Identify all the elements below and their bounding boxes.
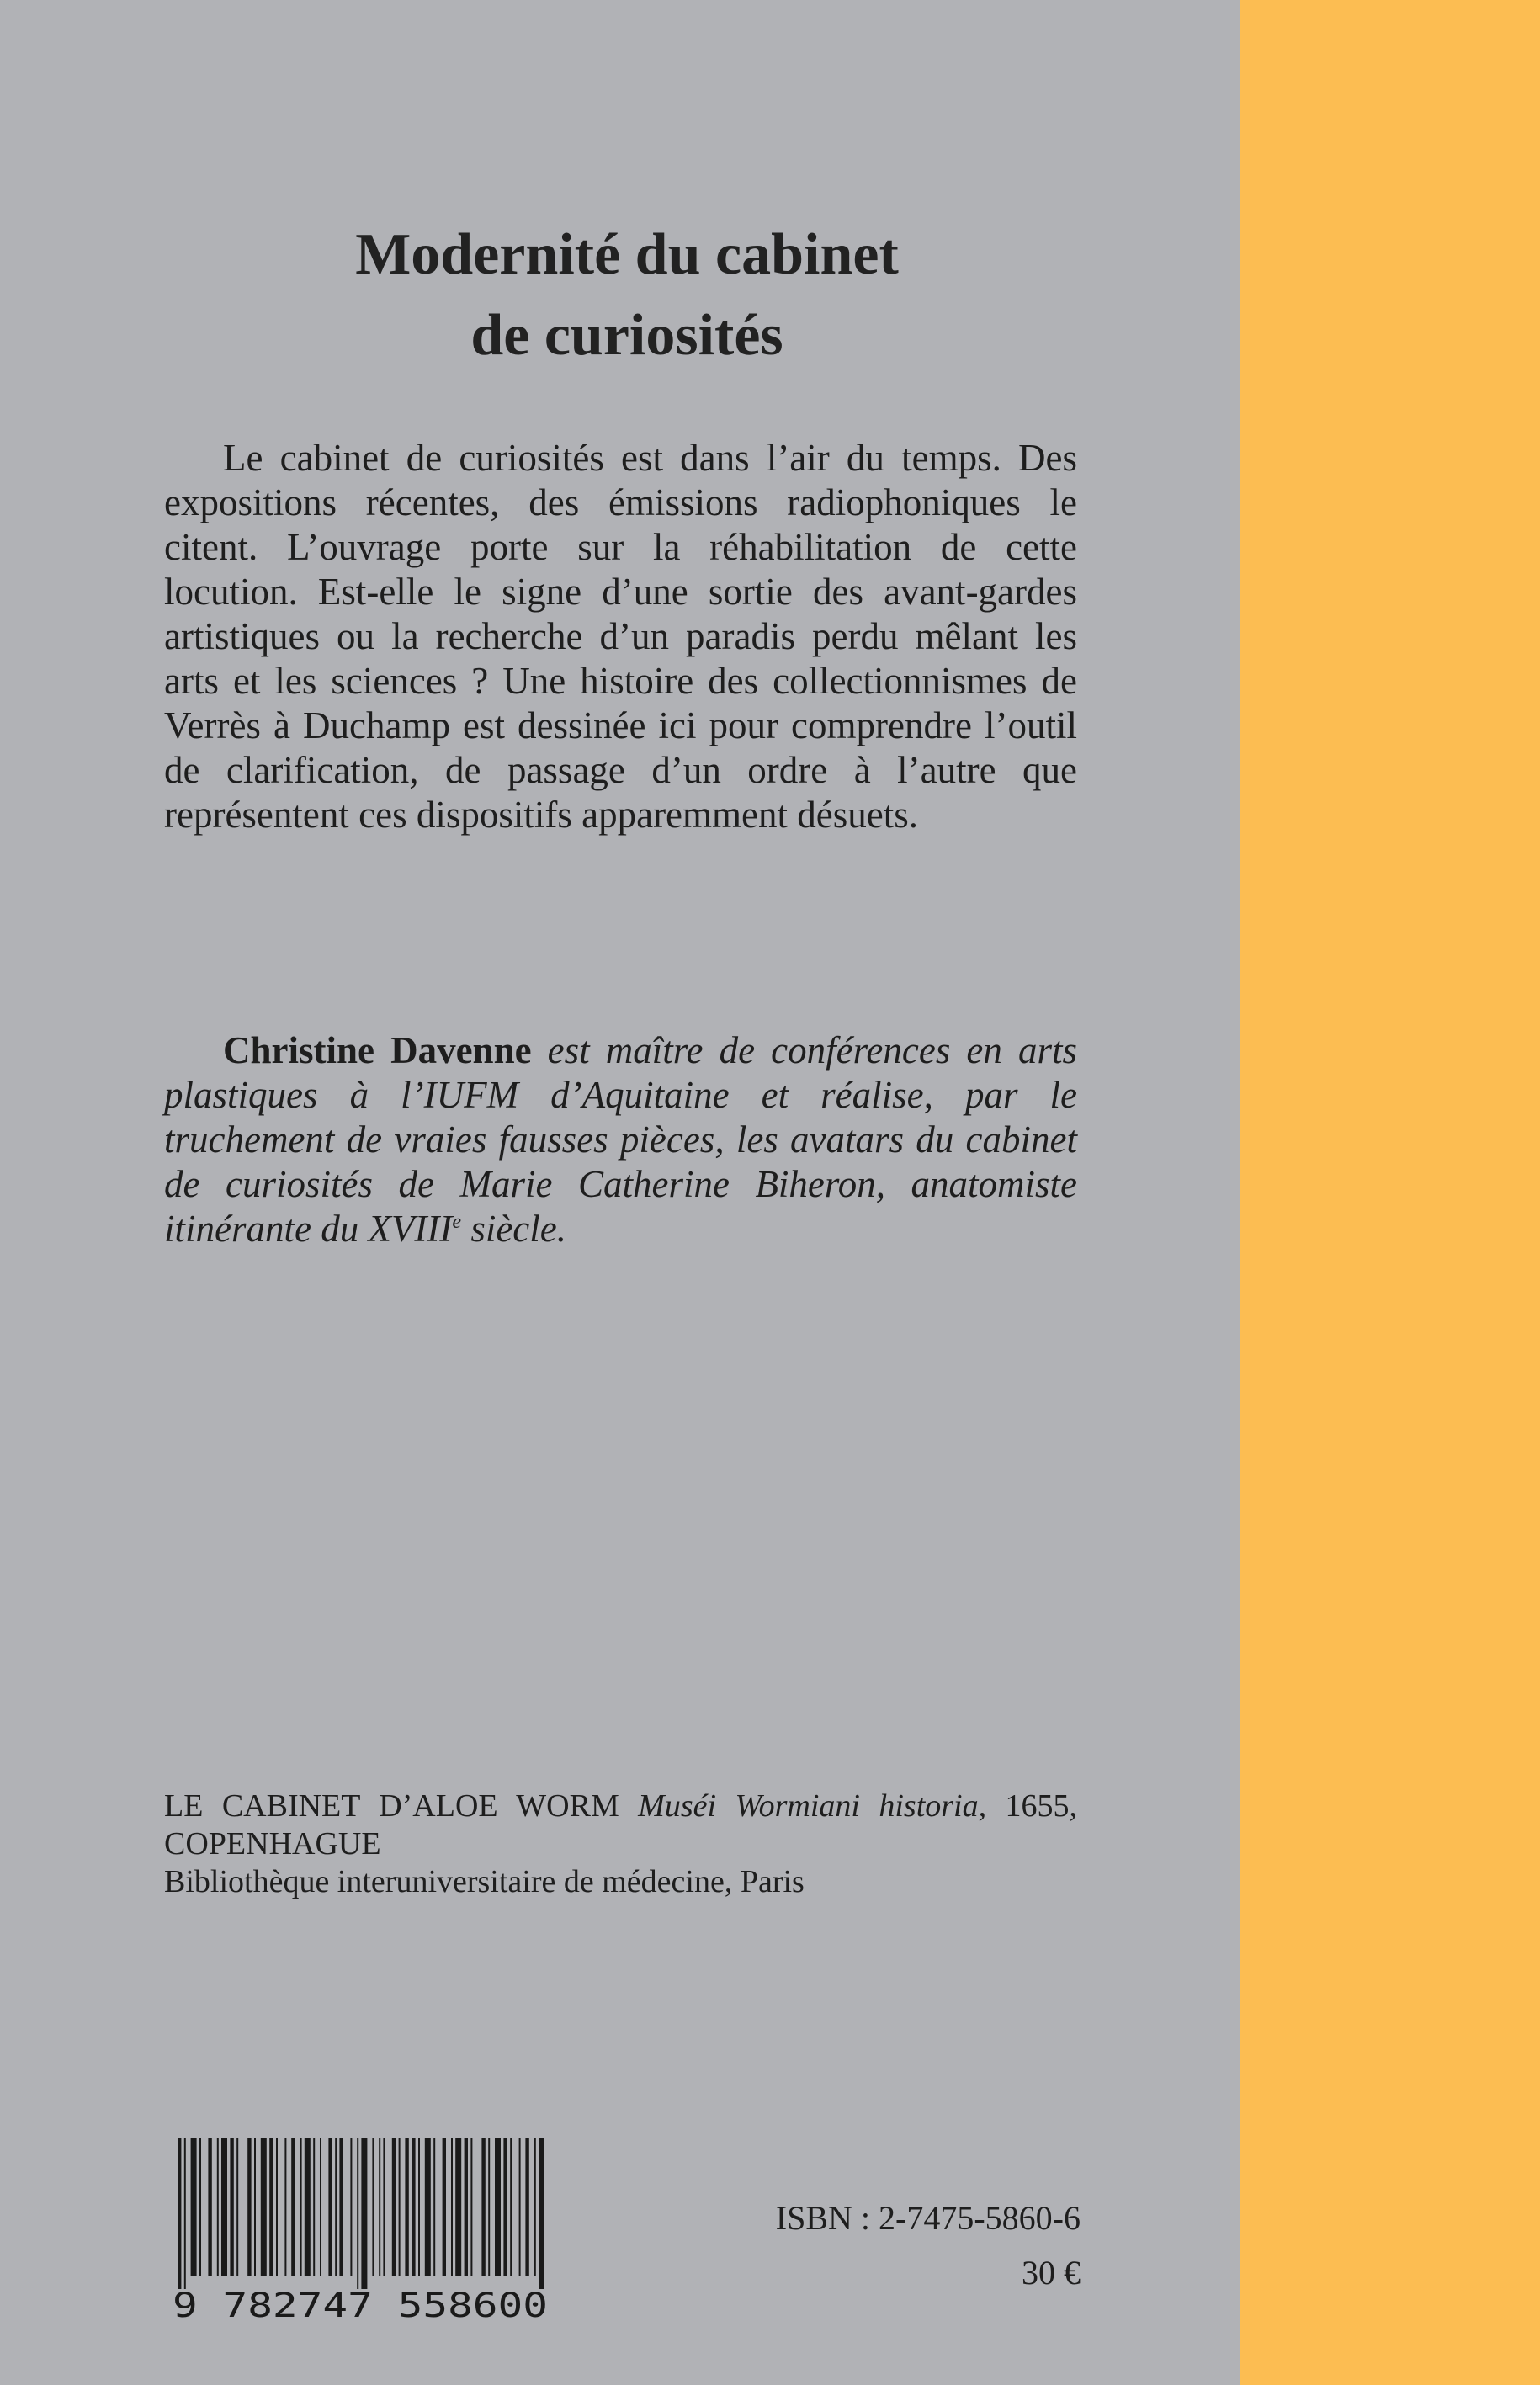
barcode-bar xyxy=(350,2138,352,2276)
barcode-bar xyxy=(339,2138,343,2276)
barcode-bar xyxy=(465,2138,468,2276)
barcode-bar xyxy=(495,2138,501,2276)
price: 30 € xyxy=(1022,2254,1081,2292)
author-name: Christine Davenne xyxy=(223,1029,532,1071)
barcode-digits: 9 782747 558600 xyxy=(173,2287,548,2323)
caption-credit: Bibliothèque interuniversitaire de médecine, Paris xyxy=(164,1864,805,1899)
barcode-bar xyxy=(199,2138,201,2276)
barcode-bar xyxy=(284,2138,286,2276)
barcode-bar xyxy=(510,2138,512,2276)
barcode-bar xyxy=(488,2138,490,2276)
caption-place: COPENHAGUE xyxy=(164,1826,381,1862)
barcode xyxy=(173,2138,551,2323)
barcode-bar xyxy=(320,2138,321,2276)
barcode-bar xyxy=(451,2138,453,2276)
barcode-bar xyxy=(372,2138,374,2276)
barcode-bar xyxy=(470,2138,472,2276)
barcode-bar xyxy=(534,2138,536,2276)
summary-paragraph: Le cabinet de curiosités est dans l’air du temps. Des expositions récentes, des émissions radiophoniques le citent. L’ouvrage porte sur la réhabilitation de cette locution. Est-elle le signe d’une sortie des avant-gardes artistiques ou la recherche d’un paradis perdu mêlant les arts et les sciences ? Une histoire des collectionnismes de Verrès à Duchamp est dessinée ici pour comprendre l’outil de clarification, de passage d’un ordre à l’autre que représentent ces dispositifs apparemment désuets. xyxy=(164,437,1077,836)
barcode-bar xyxy=(221,2138,227,2276)
barcode-bar xyxy=(418,2138,420,2276)
barcode-bar xyxy=(254,2138,256,2276)
barcode-bar xyxy=(328,2138,332,2276)
barcode-bar xyxy=(269,2138,273,2276)
barcode-bar xyxy=(184,2138,186,2289)
barcode-bar xyxy=(425,2138,431,2276)
caption-lead: LE CABINET D’ALOE WORM xyxy=(164,1788,619,1824)
barcode-bar xyxy=(433,2138,435,2276)
barcode-bar xyxy=(399,2138,401,2276)
barcode-bar xyxy=(539,2138,544,2289)
barcode-bar xyxy=(443,2138,446,2276)
barcode-bar xyxy=(383,2138,385,2276)
barcode-bar xyxy=(230,2138,233,2276)
barcode-bar xyxy=(217,2138,219,2276)
spine-color-band xyxy=(1240,0,1540,2385)
author-bio-text: est maître de conférences en arts plastiques à l’IUFM d’Aquitaine et réalise, par le truchement de vraies fausses pièces, les avatars du cabinet de curiosités de Marie Catherine Biheron, anatomiste itinérante du XVIII xyxy=(164,1029,1078,1250)
barcode-bar xyxy=(357,2138,358,2289)
barcode-bar xyxy=(405,2138,408,2276)
century-superscript: e xyxy=(452,1211,462,1233)
caption-year: 1655, xyxy=(1005,1788,1078,1824)
title-line-1: Modernité du cabinet xyxy=(355,222,899,287)
barcode-bar xyxy=(361,2138,367,2289)
barcode-bar xyxy=(519,2138,521,2276)
barcode-bar xyxy=(300,2138,302,2276)
barcode-bar xyxy=(208,2138,211,2276)
barcode-bar xyxy=(455,2138,461,2276)
author-bio-end: siècle xyxy=(461,1208,557,1250)
barcode-bar xyxy=(392,2138,396,2276)
barcode-bar xyxy=(191,2138,197,2276)
barcode-bar xyxy=(247,2138,251,2276)
barcode-bar xyxy=(276,2138,278,2276)
barcode-bar xyxy=(313,2138,315,2276)
title-line-2: de curiosités xyxy=(470,303,783,368)
barcode-bar xyxy=(335,2138,337,2276)
barcode-bar xyxy=(525,2138,528,2276)
author-bio-period: . xyxy=(556,1208,566,1250)
author-bio xyxy=(164,1028,1077,1251)
barcode-bar xyxy=(261,2138,267,2276)
barcode-bar xyxy=(178,2138,181,2289)
barcode-bar xyxy=(379,2138,380,2276)
barcode-bar xyxy=(305,2138,311,2276)
isbn: ISBN : 2-7475-5860-6 xyxy=(775,2199,1081,2237)
book-title xyxy=(164,215,1090,376)
barcode-bar xyxy=(481,2138,485,2276)
barcode-bar xyxy=(503,2138,507,2276)
caption-work-title: Muséi Wormiani historia, xyxy=(638,1788,987,1824)
barcode-bar xyxy=(291,2138,295,2276)
barcode-bar xyxy=(412,2138,415,2276)
image-caption xyxy=(164,1787,1077,1863)
barcode-bar xyxy=(236,2138,238,2276)
